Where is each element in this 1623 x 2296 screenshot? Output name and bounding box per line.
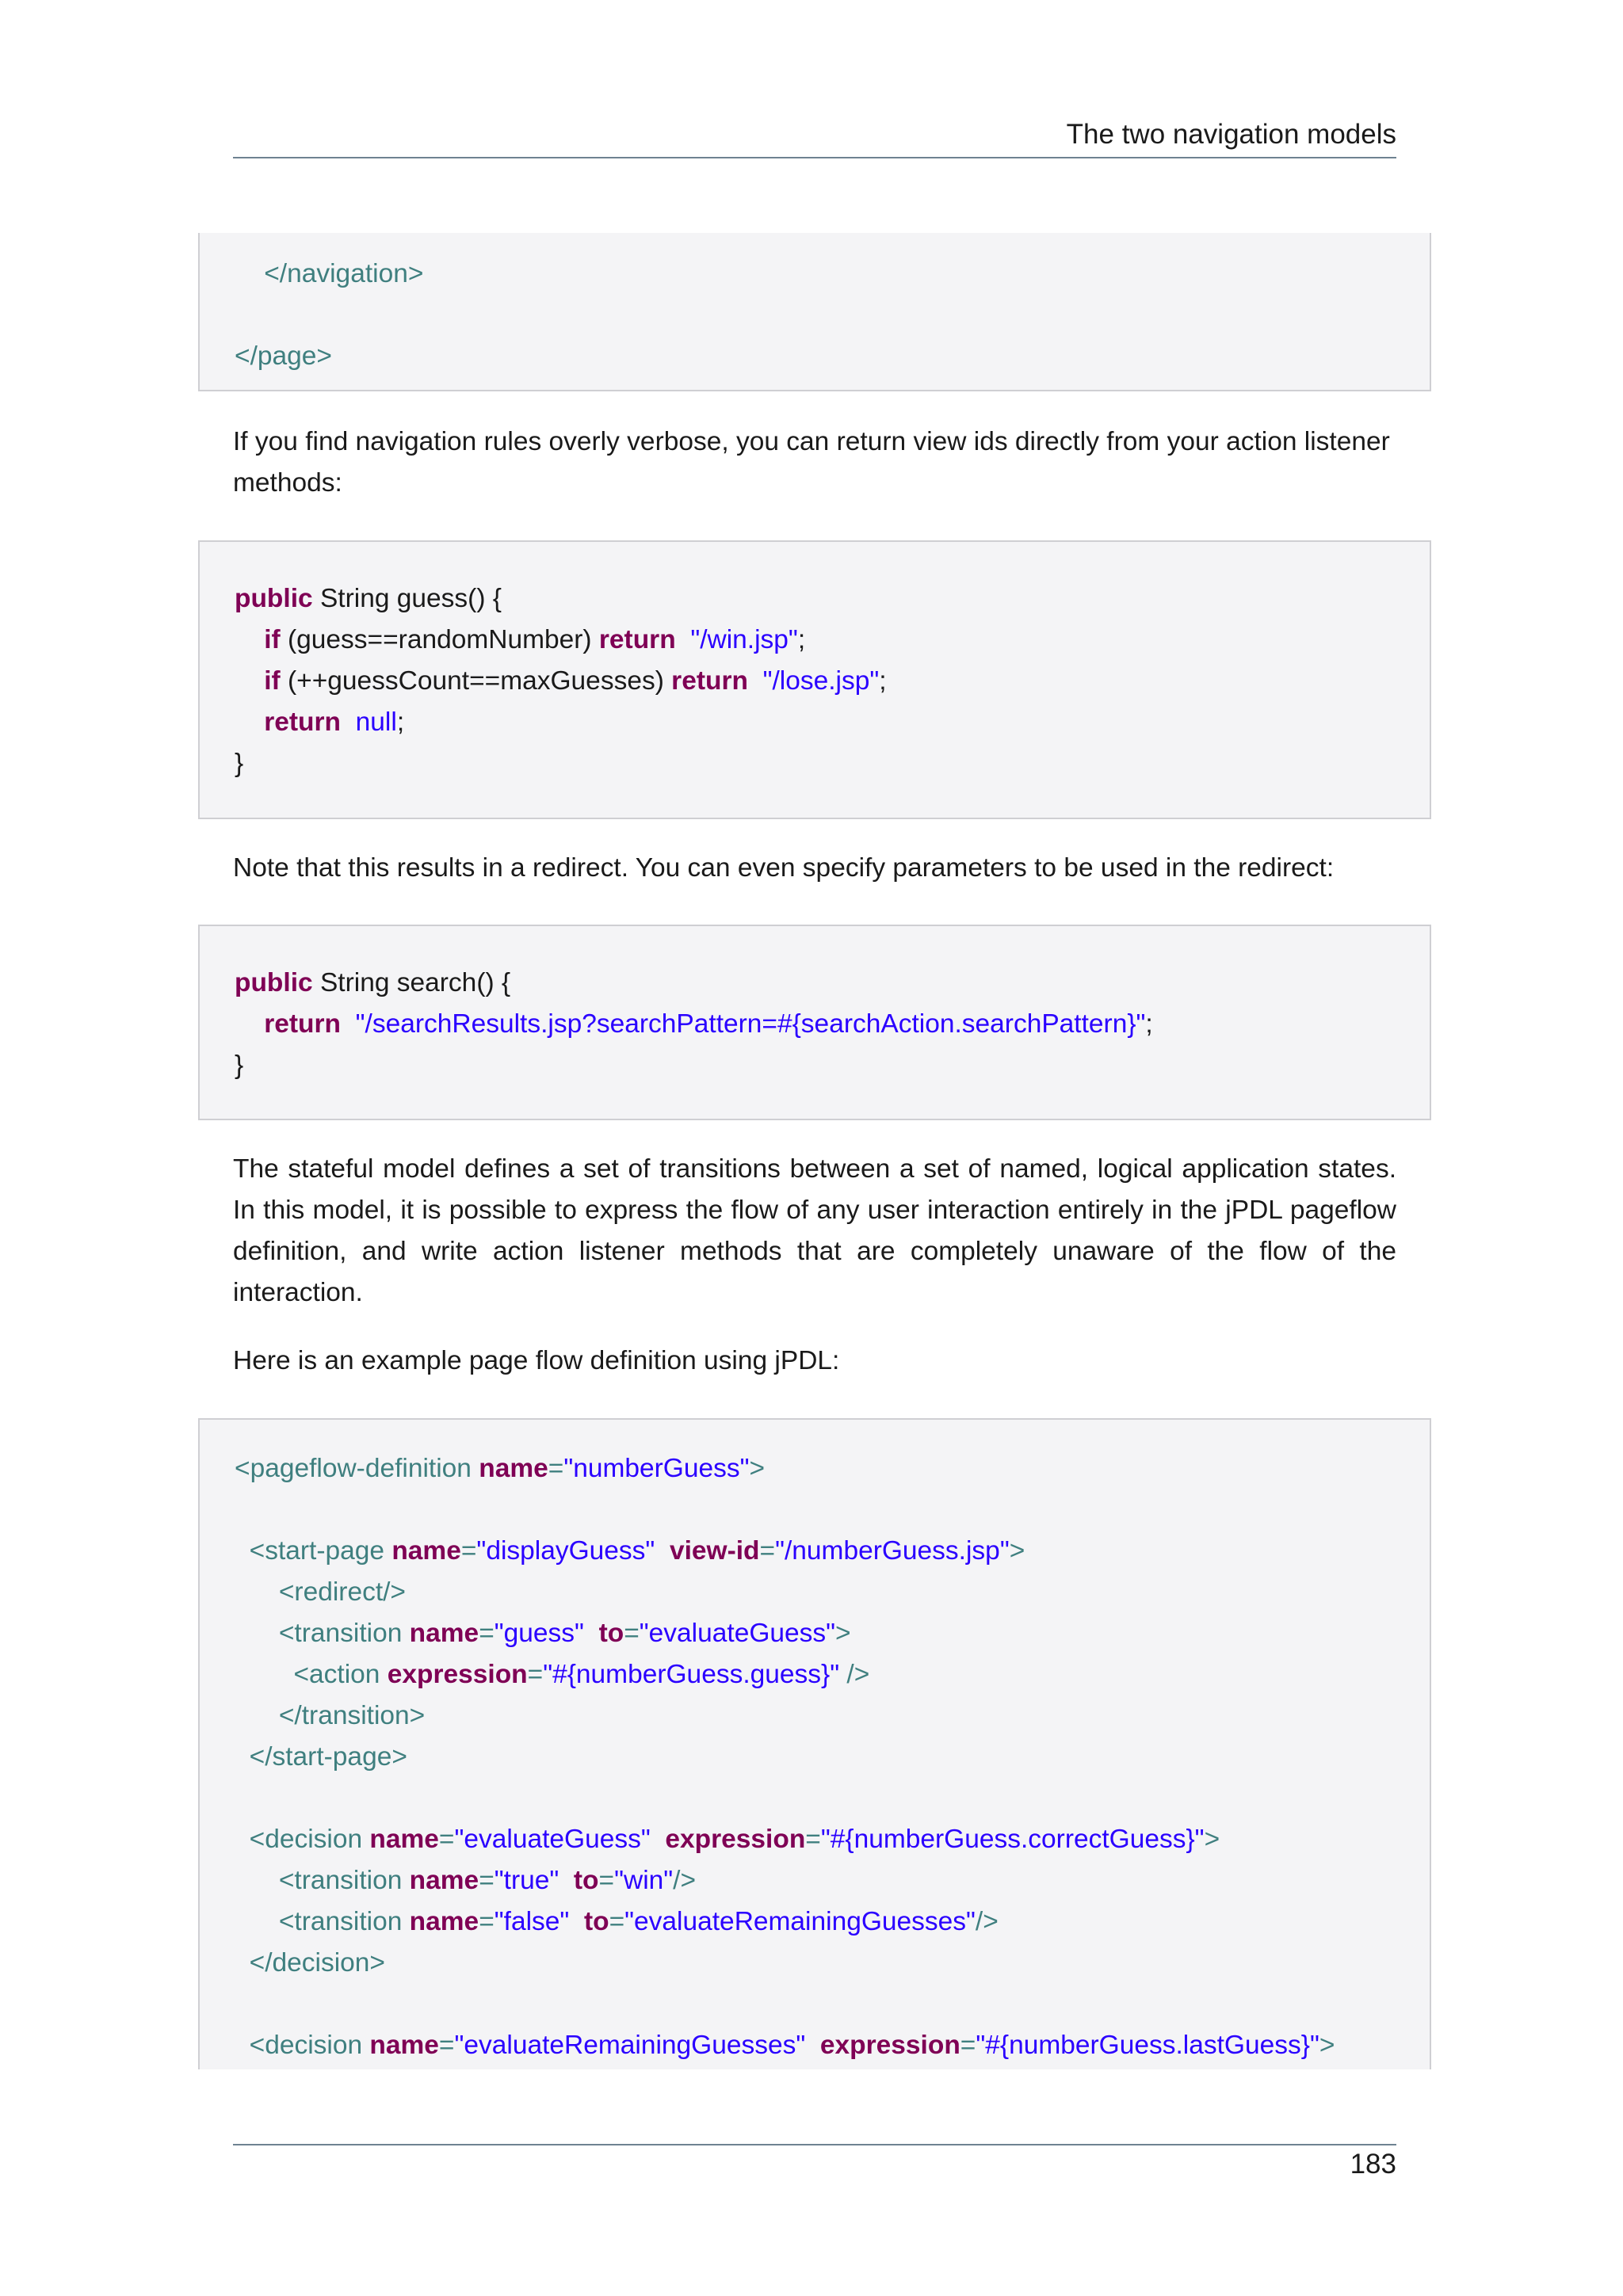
code-token: <transition xyxy=(278,1619,410,1648)
code-token xyxy=(235,707,264,737)
code-token xyxy=(235,625,264,654)
code-token: if xyxy=(264,625,281,654)
code-line xyxy=(235,254,423,295)
code-token: to xyxy=(573,1866,599,1895)
code-token: view-id xyxy=(669,1536,760,1566)
code-block-navigation-end xyxy=(198,233,1431,391)
code-token: name xyxy=(369,1825,439,1854)
code-line xyxy=(235,2025,1335,2066)
code-line xyxy=(235,1572,406,1613)
code-token: = xyxy=(527,1660,544,1689)
code-token xyxy=(235,1825,250,1854)
code-token: return xyxy=(264,707,342,737)
code-token: String guess() { xyxy=(312,584,502,613)
code-line xyxy=(235,702,404,743)
code-token xyxy=(235,2031,250,2060)
code-token: <transition xyxy=(278,1866,410,1895)
code-token xyxy=(235,666,264,696)
code-token xyxy=(569,1907,584,1936)
code-token: (guess==randomNumber) xyxy=(280,625,599,654)
code-token: "/searchResults.jsp?searchPattern=#{searchAction.searchPattern}" xyxy=(355,1009,1146,1039)
code-token xyxy=(235,1701,279,1730)
code-token: = xyxy=(759,1536,776,1566)
code-token: ; xyxy=(797,625,806,654)
code-token: return xyxy=(671,666,748,696)
code-token: "guess" xyxy=(494,1619,584,1648)
footer-rule xyxy=(233,2144,1396,2145)
code-token: = xyxy=(479,1866,495,1895)
code-token: = xyxy=(598,1866,615,1895)
code-token: "numberGuess" xyxy=(563,1454,750,1483)
code-token: return xyxy=(598,625,676,654)
code-line xyxy=(235,1860,696,1901)
running-header xyxy=(233,116,1396,158)
code-token xyxy=(655,1536,670,1566)
code-token: ; xyxy=(879,666,887,696)
code-token: </navigation> xyxy=(264,259,424,288)
code-token: > xyxy=(1204,1825,1220,1854)
code-token: return xyxy=(264,1009,342,1039)
code-line xyxy=(235,1448,765,1489)
code-token xyxy=(235,1742,250,1772)
code-token: > xyxy=(1009,1536,1025,1566)
paragraph-redirect-note: Note that this results in a redirect. You can even specify parameters to be used in the redirect: xyxy=(233,853,1335,883)
code-token: ; xyxy=(1145,1009,1153,1039)
code-token: = xyxy=(805,1825,821,1854)
code-token: "/win.jsp" xyxy=(690,625,798,654)
code-line xyxy=(235,1613,851,1654)
code-token: = xyxy=(438,2031,455,2060)
chapter-title: The two navigation models xyxy=(1066,119,1396,150)
code-token: name xyxy=(409,1619,479,1648)
code-token: = xyxy=(438,1825,455,1854)
code-token: "/lose.jsp" xyxy=(762,666,880,696)
code-token: "evaluateGuess" xyxy=(454,1825,651,1854)
code-token: <transition xyxy=(278,1907,410,1936)
code-token: name xyxy=(391,1536,461,1566)
code-token: /> xyxy=(839,1660,870,1689)
code-line xyxy=(235,661,887,702)
code-token: </start-page> xyxy=(249,1742,407,1772)
code-token: <pageflow-definition xyxy=(235,1454,479,1483)
code-token: > xyxy=(749,1454,766,1483)
code-token xyxy=(235,1536,250,1566)
paragraph-return-view-ids: If you find navigation rules overly verbose, you can return view ids directly from your action listener methods: xyxy=(233,427,1390,498)
code-token xyxy=(805,2031,820,2060)
code-line xyxy=(235,578,502,620)
code-token xyxy=(235,1619,279,1648)
code-token: ; xyxy=(396,707,405,737)
code-token: to xyxy=(598,1619,624,1648)
code-line xyxy=(235,1901,999,1943)
code-token: "#{numberGuess.lastGuess}" xyxy=(976,2031,1319,2060)
code-token: "/numberGuess.jsp" xyxy=(775,1536,1010,1566)
code-token: <redirect/> xyxy=(278,1577,406,1607)
code-block-pageflow-definition xyxy=(198,1418,1431,2069)
code-token: (++guessCount==maxGuesses) xyxy=(280,666,672,696)
code-token xyxy=(341,707,356,737)
code-line xyxy=(235,1943,385,1984)
code-token: "evaluateRemainingGuesses" xyxy=(624,1907,976,1936)
code-token: name xyxy=(409,1907,479,1936)
code-token: to xyxy=(583,1907,609,1936)
code-line xyxy=(235,1004,1153,1045)
code-token xyxy=(235,1907,279,1936)
code-token xyxy=(748,666,763,696)
code-token: /> xyxy=(975,1907,999,1936)
page-number: 183 xyxy=(1350,2149,1396,2180)
code-token: "evaluateGuess" xyxy=(639,1619,836,1648)
code-token xyxy=(235,1948,250,1978)
code-line xyxy=(235,336,332,377)
code-token: /> xyxy=(673,1866,697,1895)
code-token: "false" xyxy=(494,1907,570,1936)
code-token xyxy=(235,1660,293,1689)
code-block-guess-method xyxy=(198,540,1431,819)
code-token xyxy=(235,1577,279,1607)
code-token: = xyxy=(460,1536,477,1566)
code-token: public xyxy=(235,968,313,997)
code-line xyxy=(235,1737,407,1778)
code-token: = xyxy=(479,1619,495,1648)
code-token: public xyxy=(235,584,313,613)
code-token: > xyxy=(1319,2031,1335,2060)
code-token: </page> xyxy=(235,341,332,371)
code-token: </decision> xyxy=(249,1948,385,1978)
code-token xyxy=(235,1866,279,1895)
paragraph-stateful-model: The stateful model defines a set of transitions between a set of named, logical application states. In this model, it is possible to express the flow of any user interaction entirely in the jPDL pageflow definition, and write action listener methods that are completely unaware of the flow of the interaction. xyxy=(233,1154,1396,1307)
code-token: "#{numberGuess.guess}" xyxy=(543,1660,840,1689)
code-token xyxy=(676,625,691,654)
code-token: = xyxy=(548,1454,564,1483)
paragraph-pageflow-intro: Here is an example page flow definition using jPDL: xyxy=(233,1346,840,1375)
code-token: "#{numberGuess.correctGuess}" xyxy=(820,1825,1205,1854)
code-token: } xyxy=(235,749,244,778)
code-token: <start-page xyxy=(249,1536,392,1566)
code-token: } xyxy=(235,1051,244,1080)
code-token: <action xyxy=(293,1660,388,1689)
code-line xyxy=(235,1819,1220,1860)
code-token: String search() { xyxy=(312,968,511,997)
code-token xyxy=(235,259,264,288)
code-token xyxy=(559,1866,574,1895)
code-token: "true" xyxy=(494,1866,559,1895)
code-line xyxy=(235,743,243,784)
code-token: <decision xyxy=(249,2031,370,2060)
code-token: name xyxy=(479,1454,548,1483)
code-block-search-method xyxy=(198,925,1431,1120)
code-token: if xyxy=(264,666,281,696)
code-token: expression xyxy=(387,1660,528,1689)
code-token: > xyxy=(835,1619,851,1648)
code-line xyxy=(235,1654,869,1695)
code-token xyxy=(341,1009,356,1039)
code-token xyxy=(235,1009,264,1039)
code-line xyxy=(235,1531,1025,1572)
code-token: "displayGuess" xyxy=(476,1536,655,1566)
code-token: <decision xyxy=(249,1825,370,1854)
code-token: expression xyxy=(819,2031,960,2060)
code-token: "evaluateRemainingGuesses" xyxy=(454,2031,806,2060)
code-line xyxy=(235,963,510,1004)
code-token: = xyxy=(479,1907,495,1936)
code-line xyxy=(235,1695,425,1737)
code-token xyxy=(651,1825,666,1854)
code-token: expression xyxy=(665,1825,806,1854)
code-token: = xyxy=(960,2031,976,2060)
code-token: name xyxy=(369,2031,439,2060)
code-token: "win" xyxy=(614,1866,674,1895)
code-token: null xyxy=(355,707,397,737)
code-line xyxy=(235,620,805,661)
code-token: = xyxy=(624,1619,640,1648)
code-token xyxy=(584,1619,599,1648)
code-token: = xyxy=(609,1907,625,1936)
code-line xyxy=(235,1045,243,1086)
code-token: name xyxy=(409,1866,479,1895)
code-token: </transition> xyxy=(278,1701,426,1730)
